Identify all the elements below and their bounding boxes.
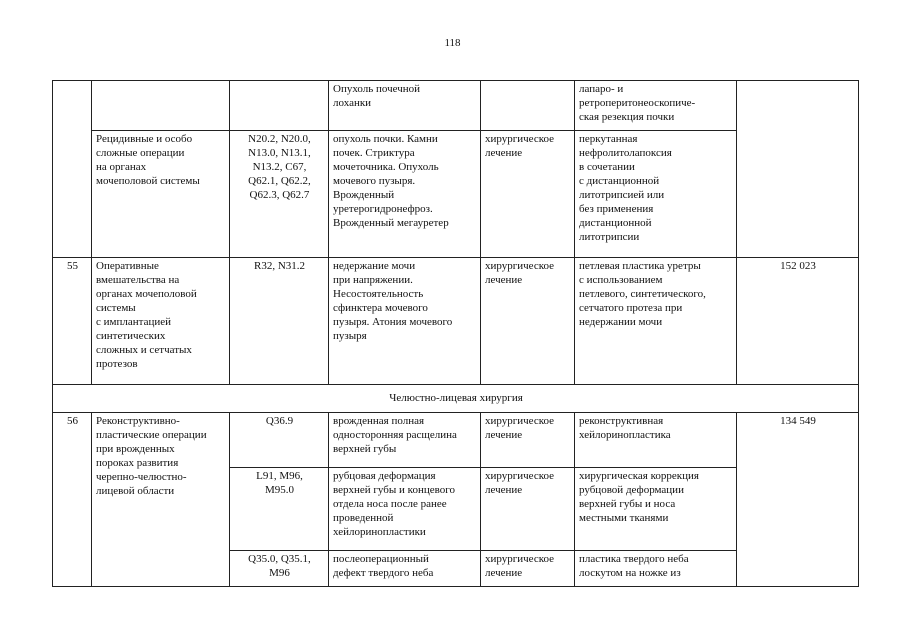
section-heading-row <box>53 385 859 413</box>
disease-cell: Опухоль почечной лоханки <box>329 81 481 131</box>
codes-cell: Q35.0, Q35.1, M96 <box>230 551 329 587</box>
treatment-cell: хирургическое лечение <box>481 258 575 385</box>
section-heading: Челюстно-лицевая хирургия <box>53 385 859 413</box>
treatment-cell-empty <box>481 81 575 131</box>
disease-cell: недержание мочи при напряжении. Несостоятельность сфинктера мочевого пузыря. Атония мочевого пузыря <box>329 258 481 385</box>
cost-cell: 152 023 <box>737 258 859 385</box>
table-row-56 <box>53 413 859 468</box>
treatment-cell: хирургическое лечение <box>481 131 575 258</box>
method-cell: петлевая пластика уретры с использованием петлевого, синтетического, сетчатого протеза при недержании мочи <box>575 258 737 385</box>
method-cell: лапаро- и ретроперитонеоскопиче- ская резекция почки <box>575 81 737 131</box>
codes-cell: R32, N31.2 <box>230 258 329 385</box>
page-number: 118 <box>444 37 461 49</box>
cost-cell: 134 549 <box>737 413 859 587</box>
medical-care-table <box>52 80 859 587</box>
row-number: 55 <box>53 258 92 385</box>
method-cell: реконструктивная хейлоринопластика <box>575 413 737 468</box>
codes-cell: Q36.9 <box>230 413 329 468</box>
row-number: 56 <box>53 413 92 587</box>
group-cell-empty <box>92 81 230 131</box>
number-cell-empty <box>53 81 92 258</box>
codes-cell: N20.2, N20.0, N13.0, N13.1, N13.2, C67, Q62.1, Q62.2, Q62.3, Q62.7 <box>230 131 329 258</box>
treatment-cell: хирургическое лечение <box>481 468 575 551</box>
treatment-cell: хирургическое лечение <box>481 413 575 468</box>
disease-cell: опухоль почки. Камни почек. Стриктура мочеточника. Опухоль мочевого пузыря. Врожденный уретерогидронефроз. Врожденный мегауретер <box>329 131 481 258</box>
table-row-55 <box>53 258 859 385</box>
method-cell: перкутанная нефролитолапоксия в сочетании с дистанционной литотрипсией или без применения дистанционной литотрипсии <box>575 131 737 258</box>
cost-cell-empty <box>737 81 859 258</box>
disease-cell: врожденная полная односторонняя расщелина верхней губы <box>329 413 481 468</box>
codes-cell-empty <box>230 81 329 131</box>
group-cell: Оперативные вмешательства на органах мочеполовой системы с имплантацией синтетических сложных и сетчатых протезов <box>92 258 230 385</box>
treatment-cell: хирургическое лечение <box>481 551 575 587</box>
group-cell: Реконструктивно- пластические операции при врожденных пороках развития черепно-челюстно- лицевой области <box>92 413 230 587</box>
codes-cell: L91, M96, M95.0 <box>230 468 329 551</box>
group-cell: Рецидивные и особо сложные операции на органах мочеполовой системы <box>92 131 230 258</box>
method-cell: хирургическая коррекция рубцовой деформации верхней губы и носа местными тканями <box>575 468 737 551</box>
disease-cell: рубцовая деформация верхней губы и концевого отдела носа после ранее проведенной хейлоринопластики <box>329 468 481 551</box>
continuation-row-head <box>53 81 859 131</box>
disease-cell: послеоперационный дефект твердого неба <box>329 551 481 587</box>
method-cell: пластика твердого неба лоскутом на ножке из <box>575 551 737 587</box>
